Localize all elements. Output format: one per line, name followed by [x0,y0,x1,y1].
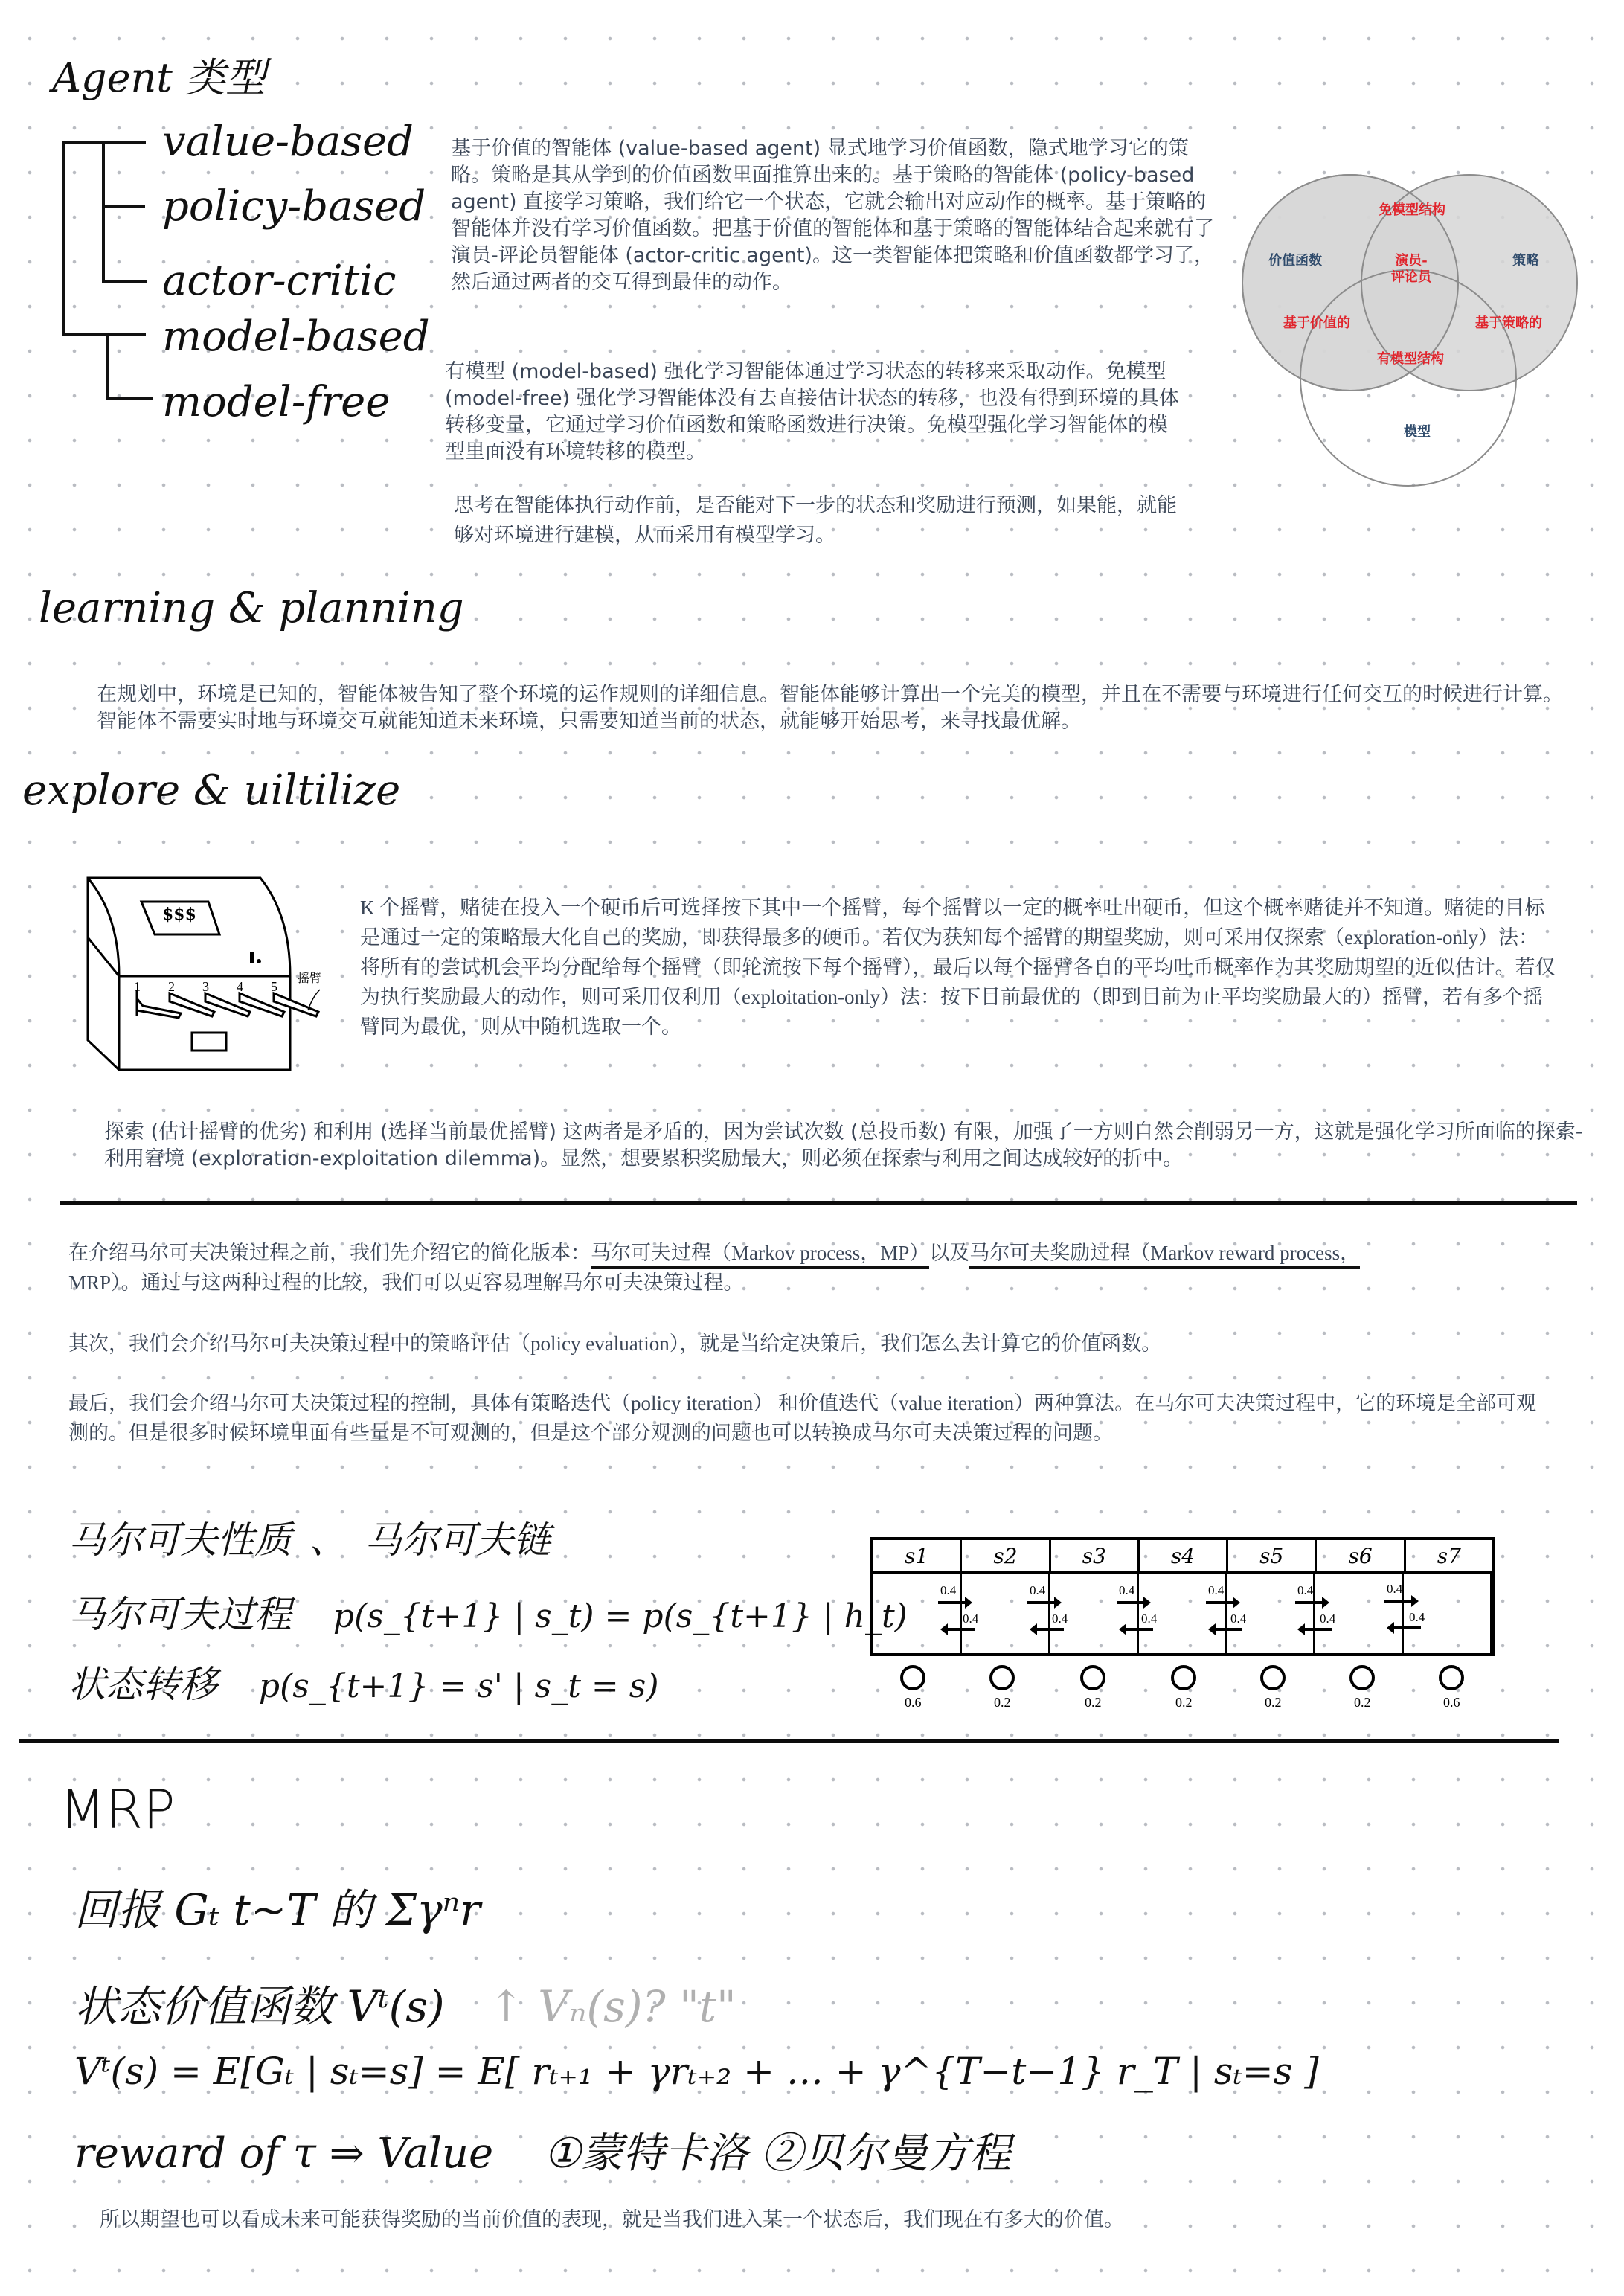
agent-type-policy-based: policy-based [162,182,426,231]
explore-exploit-title: explore & uiltilize [22,766,401,815]
state-cell: s5 [1228,1540,1317,1571]
section-divider [60,1201,1577,1205]
venn-label-model-free: 免模型结构 [1379,202,1445,218]
self-loop-prob: 0.2 [1354,1695,1371,1710]
bandit-arm-label: 摇臂 [298,971,322,985]
tree-trunk-line [62,141,65,336]
backward-prob: 0.4 [1141,1612,1158,1626]
markov-chain-diagram [870,1537,1495,1716]
forward-prob: 0.4 [1387,1582,1403,1596]
agent-type-value-based: value-based [162,118,414,166]
backward-arrow-icon [1214,1628,1242,1631]
bandit-description: K 个摇臂，赌徒在投入一个硬币后可选择按下其中一个摇臂，每个摇臂以一定的概率吐出硬币，但这个概率赌徒并不知道。赌徒的目标是通过一定的策略最大化自己的奖励，即获得最多的硬币。若仅为获知每个摇臂的期望奖励，则可采用仅探索（exploration-only）法：将所有的尝试机会平均分配给每个摇臂（即轮流按下每个摇臂），最后以每个摇臂各自的平均吐币概率作为其奖励期望的近似估计。若仅为执行奖励最大的动作，则可采用仅利用（exploitation-only）法：按下目前最优的（即到目前为止平均奖励最大的）摇臂，若有多个摇臂同为最优，则从中随机选取一个。 [360,897,1556,1038]
venn-label-value-function: 价值函数 [1268,253,1322,269]
markov-process-label: 马尔可夫过程 [68,1593,292,1636]
state-cell: s6 [1317,1540,1405,1571]
venn-label-model: 模型 [1404,424,1431,440]
mdp-intro-paragraph-2: 其次，我们会介绍马尔可夫决策过程中的策略评估（policy evaluation），就是当给定决策后，我们怎么去计算它的价值函数。 [68,1333,1162,1355]
state-transition-formula: p(s_{t+1} = s' | s_t = s) [258,1667,659,1705]
mrp-title: MRP [60,1778,176,1841]
multi-armed-bandit-illustration [74,870,357,1086]
exploration-exploitation-dilemma: 探索 (估计摇臂的优劣) 和利用 (选择当前最优摇臂) 这两者是矛盾的，因为尝试次数 (总投币数) 有限，加强了一方则自然会削弱另一方，这就是强化学习所面临的探索-利用窘境 (exploration-exploitation dilemma)。显然，想要累积奖励最大，则必须在探索与利用之间达成较好的折中。 [104,1120,1583,1170]
mdp-intro-paragraph-1 [68,1238,1549,1298]
mdp-intro-text: MRP）。通过与这两种过程的比较，我们可以更容易理解马尔可夫决策过程。 [68,1272,744,1294]
venn-label-actor-critic: 演员-评论员 [1391,253,1431,285]
forward-arrow-icon [1206,1601,1234,1604]
markov-process-term: 马尔可夫过程（Markov process，MP） [591,1242,929,1269]
agent-type-model-free: model-free [162,378,391,426]
tree-sub-trunk-line [102,141,105,283]
backward-arrow-icon [1125,1628,1153,1631]
self-loop-prob: 0.6 [1443,1695,1460,1710]
self-loop-prob: 0.2 [1175,1695,1193,1710]
self-loop-icon [900,1665,925,1690]
self-loop-icon [989,1665,1015,1690]
backward-arrow-icon [1303,1628,1332,1631]
self-loop-prob: 0.2 [1265,1695,1282,1710]
markov-chain-label: 马尔可夫链 [365,1519,551,1562]
backward-prob: 0.4 [1320,1612,1336,1626]
tree-branch-line [62,333,146,336]
backward-arrow-icon [1036,1628,1064,1631]
self-loop-prob: 0.6 [905,1695,922,1710]
mdp-intro-text: 以及 [929,1242,970,1264]
agent-type-model-based: model-based [162,312,430,361]
markov-property-formula: p(s_{t+1} | s_t) = p(s_{t+1} | h_t) [333,1597,908,1635]
state-cell: s3 [1051,1540,1140,1571]
markov-notes-line-3 [68,1655,659,1708]
venn-label-policy-based: 基于策略的 [1475,315,1542,331]
agent-thinking-note: 思考在智能体执行动作前，是否能对下一步的状态和奖励进行预测，如果能，就能够对环境进行建模，从而采用有模型学习。 [454,494,1177,547]
tree-branch-line [102,205,145,208]
markov-chain-transitions-row [870,1574,1495,1656]
value-function-label: 状态价值函数 Vᵗ(s) [74,1981,445,2032]
venn-label-policy: 策略 [1512,253,1539,269]
mrp-reward-line [74,2120,1011,2180]
backward-prob: 0.4 [1052,1612,1068,1626]
agent-value-policy-note: 基于价值的智能体 (value-based agent) 显式地学习价值函数，隐式地学习它的策略。策略是其从学到的价值函数里面推算出来的。基于策略的智能体 (policy-based agent) 直接学习策略，我们给它一个状态，它就会输出对应动作的概率。基于策略的智能体并没有学习价值函数。把基于价值的智能体和基于策略的智能体结合起来就有了演员-评论员智能体 (actor-critic agent)。这一类智能体把策略和价值函数都学习了，然后通过两者的交互得到最佳的动作。 [451,137,1214,294]
bandit-screen-label: $$$ [162,905,196,924]
self-loop-icon [1439,1665,1464,1690]
self-loop-prob: 0.2 [994,1695,1011,1710]
venn-label-value-based: 基于价值的 [1283,315,1350,331]
learning-planning-title: learning & planning [39,584,464,632]
agent-model-note: 有模型 (model-based) 强化学习智能体通过学习状态的转移来采取动作。免模型 (model-free) 强化学习智能体没有去直接估计状态的转移，也没有得到环境的具体转移变量，它通过学习价值函数和策略函数进行决策。免模型强化学习智能体的模型里面没有环境转移的模型。 [445,360,1179,464]
backward-prob: 0.4 [1230,1612,1247,1626]
state-transition-label: 状态转移 [68,1663,217,1706]
self-loop-prob: 0.2 [1085,1695,1102,1710]
value-methods: ①蒙特卡洛 ②贝尔曼方程 [544,2129,1012,2178]
mrp-value-function-line [74,1972,736,2034]
self-loop-icon [1349,1665,1375,1690]
mrp-summary: 所以期望也可以看成未来可能获得奖励的当前价值的表现，就是当我们进入某一个状态后，我们现在有多大的价值。 [100,2208,1124,2231]
markov-notes-line-2 [68,1585,908,1638]
forward-prob: 0.4 [1208,1583,1225,1597]
venn-label-model-based: 有模型结构 [1377,351,1444,367]
markov-notes-line-1 [68,1510,551,1564]
backward-arrow-icon [946,1628,975,1631]
tree-branch-line [106,397,153,400]
state-cell: s1 [873,1540,962,1571]
bandit-arm-number: 3 [202,979,209,994]
state-cell: s7 [1437,1543,1461,1568]
section-divider [19,1739,1559,1743]
separator: 、 [309,1519,347,1562]
value-function-annotation: ↑ Vₙ(s)? "t" [488,1981,736,2032]
self-loop-icon [1080,1665,1105,1690]
forward-prob: 0.4 [1030,1583,1046,1597]
backward-prob: 0.4 [1409,1610,1425,1624]
markov-property-label: 马尔可夫性质 [68,1519,292,1562]
tree-sub-trunk-line [106,336,109,399]
learning-planning-text: 在规划中，环境是已知的，智能体被告知了整个环境的运作规则的详细信息。智能体能够计算出一个完美的模型，并且在不需要与环境进行任何交互的时候进行计算。智能体不需要实时地与环境交互就能知道未来环境，只需要知道当前的状态，就能够开始思考，来寻找最优解。 [97,683,1563,733]
forward-prob: 0.4 [1119,1583,1135,1597]
bandit-arm-number: 4 [237,979,243,994]
backward-prob: 0.4 [963,1612,979,1626]
self-loop-icon [1260,1665,1286,1690]
state-cell: s4 [1140,1540,1228,1571]
markov-reward-process-term: 马尔可夫奖励过程（Markov reward process， [969,1242,1360,1269]
mrp-value-equation: Vᵗ(s) = E[Gₜ | sₜ=s] = E[ rₜ₊₁ + γrₜ₊₂ + … + γ^{T−t−1} r_T | sₜ=s ] [74,2050,1319,2093]
bandit-arm-number: 2 [168,979,175,994]
agent-type-actor-critic: actor-critic [162,257,397,305]
reward-to-value: reward of τ ⇒ Value [74,2129,494,2178]
forward-prob: 0.4 [1297,1583,1314,1597]
forward-arrow-icon [1027,1601,1056,1604]
markov-chain-states-row [870,1537,1495,1574]
forward-arrow-icon [1117,1601,1145,1604]
forward-prob: 0.4 [940,1583,957,1597]
state-cell: s2 [962,1540,1050,1571]
agent-venn-diagram [1239,170,1618,493]
forward-arrow-icon [1384,1600,1413,1603]
tree-branch-line [102,280,147,283]
mdp-intro-text: 在介绍马尔可夫决策过程之前，我们先介绍它的简化版本： [68,1242,591,1264]
bandit-arm-number: 1 [134,979,141,994]
bandit-arm-number: 5 [271,979,277,994]
forward-arrow-icon [1295,1601,1323,1604]
mrp-return-line: 回报 Gₜ t~T 的 Σγⁿr [74,1885,481,1935]
backward-arrow-icon [1393,1626,1421,1629]
self-loop-icon [1171,1665,1196,1690]
agent-types-title: Agent 类型 [52,54,266,101]
mdp-intro-paragraph-3: 最后，我们会介绍马尔可夫决策过程的控制，具体有策略迭代（policy iteration） 和价值迭代（value iteration）两种算法。在马尔可夫决策过程中，它的环境是全部可观测的。但是很多时候环境里面有些量是不可观测的，但是这个部分观测的问题也可以转换成马尔可夫决策过程的问题。 [68,1392,1537,1444]
forward-arrow-icon [938,1601,966,1604]
